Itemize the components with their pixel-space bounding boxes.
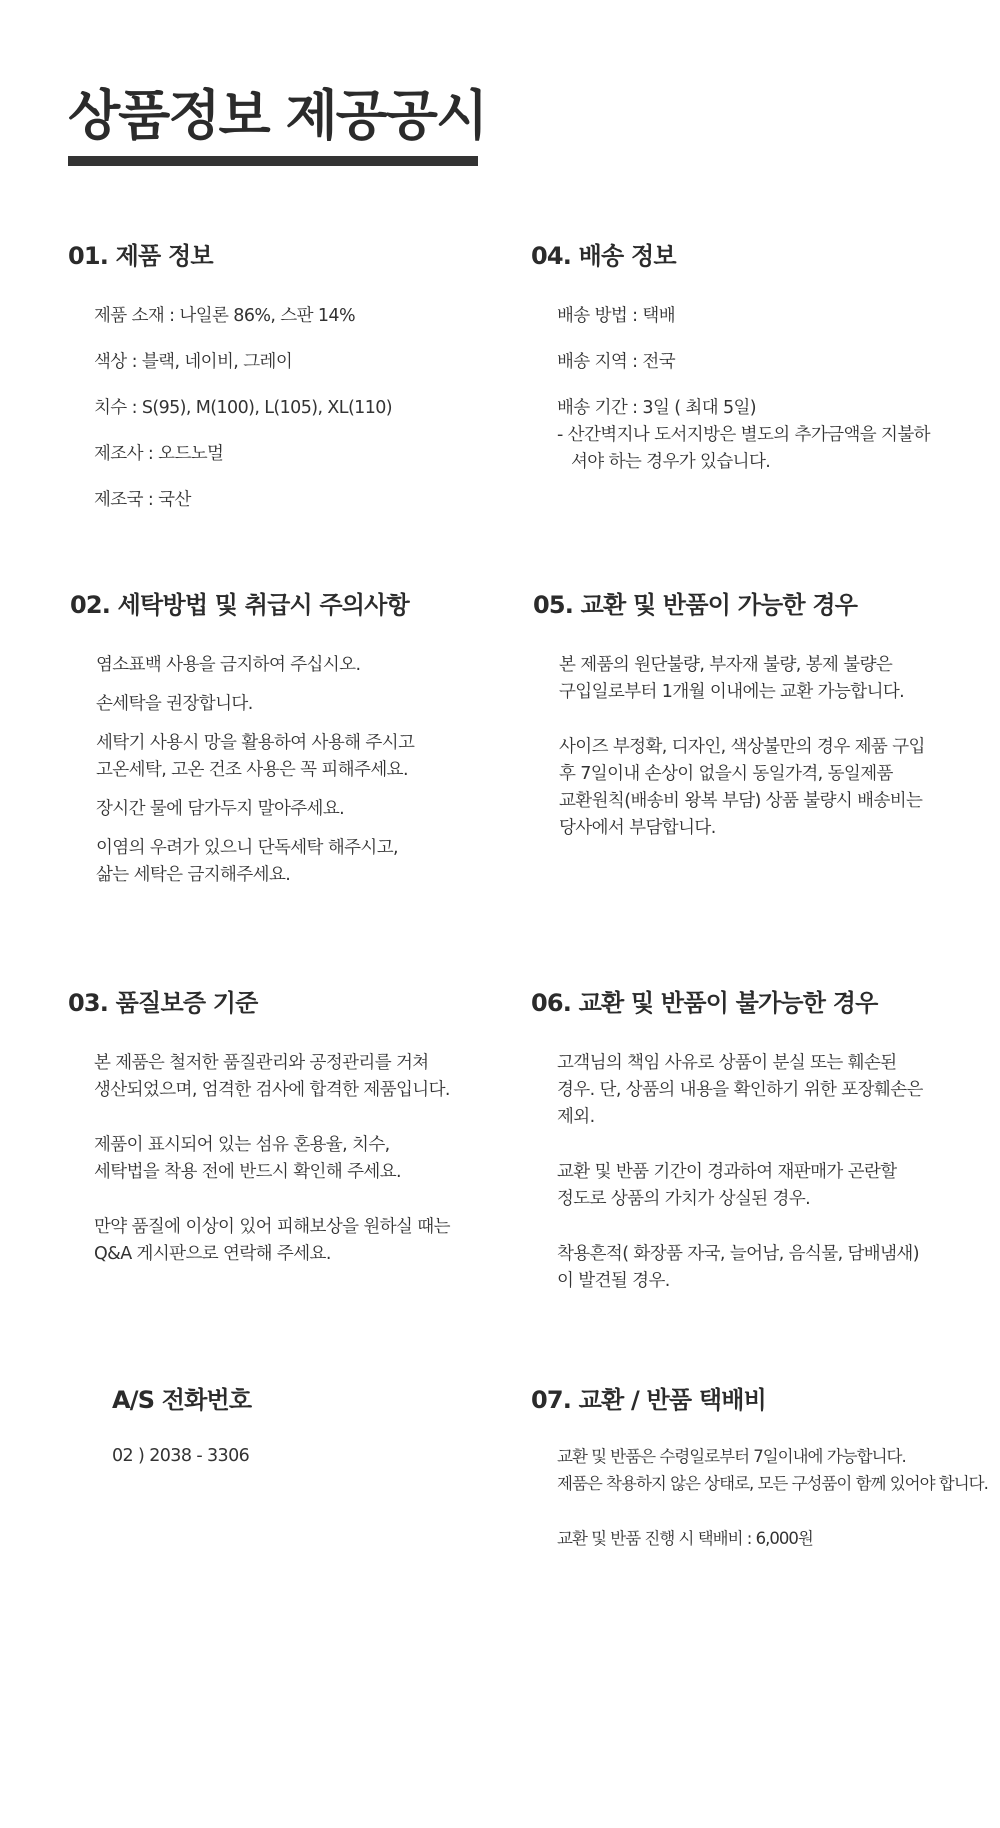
washing-line: 장시간 물에 담가두지 말아주세요. (96, 799, 345, 819)
return-fee-line: 제품은 착용하지 않은 상태로, 모든 구성품이 함께 있어야 합니다. (557, 1474, 988, 1493)
manufacturer-line: 제조사 : 오드노멀 (94, 444, 224, 464)
exchange-impossible-line: 제외. (557, 1107, 595, 1127)
section-heading: 03. 품질보증 기준 (68, 989, 258, 1017)
washing-line: 이염의 우려가 있으니 단독세탁 해주시고, (96, 838, 398, 858)
quality-line: 세탁법을 착용 전에 반드시 확인해 주세요. (94, 1162, 401, 1182)
shipping-method-line: 배송 방법 : 택배 (557, 306, 676, 326)
exchange-impossible-line: 정도로 상품의 가치가 상실된 경우. (557, 1189, 811, 1209)
quality-line: 생산되었으며, 엄격한 검사에 합격한 제품입니다. (94, 1080, 450, 1100)
shipping-region-line: 배송 지역 : 전국 (557, 352, 676, 372)
exchange-impossible-line: 이 발견될 경우. (557, 1271, 670, 1291)
exchange-possible-line: 후 7일이내 손상이 없을시 동일가격, 동일제품 (559, 764, 893, 784)
section-heading: 01. 제품 정보 (68, 242, 213, 270)
exchange-impossible-line: 경우. 단, 상품의 내용을 확인하기 위한 포장훼손은 (557, 1080, 923, 1100)
origin-line: 제조국 : 국산 (94, 490, 191, 510)
exchange-possible-line: 교환원칙(배송비 왕복 부담) 상품 불량시 배송비는 (559, 791, 923, 811)
section-quality (68, 988, 450, 1268)
section-body (112, 1443, 251, 1470)
page-title: 상품정보 제공공시 (68, 84, 487, 147)
quality-line: Q&A 게시판으로 연락해 주세요. (94, 1244, 331, 1264)
washing-line: 손세탁을 권장합니다. (96, 694, 253, 714)
washing-line: 염소표백 사용을 금지하여 주십시오. (96, 655, 361, 675)
quality-line: 제품이 표시되어 있는 섬유 혼용율, 치수, (94, 1135, 390, 1155)
section-heading: 04. 배송 정보 (531, 242, 676, 270)
section-product-info (68, 241, 392, 514)
section-return-fee (531, 1385, 988, 1552)
as-phone-number: 02 ) 2038 - 3306 (112, 1446, 250, 1466)
exchange-impossible-line: 착용흔적( 화장품 자국, 늘어남, 음식물, 담배냄새) (557, 1244, 919, 1264)
shipping-note-line: 셔야 하는 경우가 있습니다. (571, 452, 771, 472)
washing-line: 삶는 세탁은 금지해주세요. (96, 865, 291, 885)
exchange-impossible-line: 교환 및 반품 기간이 경과하여 재판매가 곤란할 (557, 1162, 897, 1182)
section-heading: 07. 교환 / 반품 택배비 (531, 1386, 766, 1414)
section-body (557, 1050, 923, 1295)
section-body (94, 1050, 450, 1268)
title-underline (68, 156, 478, 166)
section-heading: 05. 교환 및 반품이 가능한 경우 (533, 591, 858, 619)
section-heading: 02. 세탁방법 및 취급시 주의사항 (70, 591, 409, 619)
return-fee-line: 교환 및 반품 진행 시 택배비 : 6,000원 (557, 1529, 813, 1548)
quality-line: 본 제품은 철저한 품질관리와 공정관리를 거쳐 (94, 1053, 429, 1073)
exchange-possible-line: 당사에서 부담합니다. (559, 818, 716, 838)
section-body (559, 652, 925, 842)
exchange-possible-line: 본 제품의 원단불량, 부자재 불량, 봉제 불량은 (559, 655, 893, 675)
exchange-possible-line: 사이즈 부정확, 디자인, 색상불만의 경우 제품 구입 (559, 737, 925, 757)
shipping-period-line: 배송 기간 : 3일 ( 최대 5일) (557, 398, 757, 418)
exchange-possible-line: 구입일로부터 1개월 이내에는 교환 가능합니다. (559, 682, 905, 702)
shipping-note-line: - 산간벽지나 도서지방은 별도의 추가금액을 지불하 (557, 425, 930, 445)
washing-line: 세탁기 사용시 망을 활용하여 사용해 주시고 (96, 733, 415, 753)
section-heading: 06. 교환 및 반품이 불가능한 경우 (531, 989, 878, 1017)
section-exchange-impossible (531, 988, 923, 1295)
section-shipping (531, 241, 930, 476)
quality-line: 만약 품질에 이상이 있어 피해보상을 원하실 때는 (94, 1217, 450, 1237)
section-body (96, 652, 414, 889)
section-body (94, 303, 392, 514)
section-as-phone (112, 1385, 251, 1470)
size-line: 치수 : S(95), M(100), L(105), XL(110) (94, 398, 392, 418)
section-heading: A/S 전화번호 (112, 1386, 252, 1414)
material-line: 제품 소재 : 나일론 86%, 스판 14% (94, 306, 355, 326)
section-exchange-possible (533, 590, 925, 842)
washing-line: 고온세탁, 고온 건조 사용은 꼭 피해주세요. (96, 760, 408, 780)
return-fee-line: 교환 및 반품은 수령일로부터 7일이내에 가능합니다. (557, 1447, 906, 1466)
exchange-impossible-line: 고객님의 책임 사유로 상품이 분실 또는 훼손된 (557, 1053, 897, 1073)
section-washing (70, 590, 414, 889)
color-line: 색상 : 블랙, 네이비, 그레이 (94, 352, 293, 372)
section-body (557, 1443, 988, 1552)
section-body (557, 303, 930, 476)
